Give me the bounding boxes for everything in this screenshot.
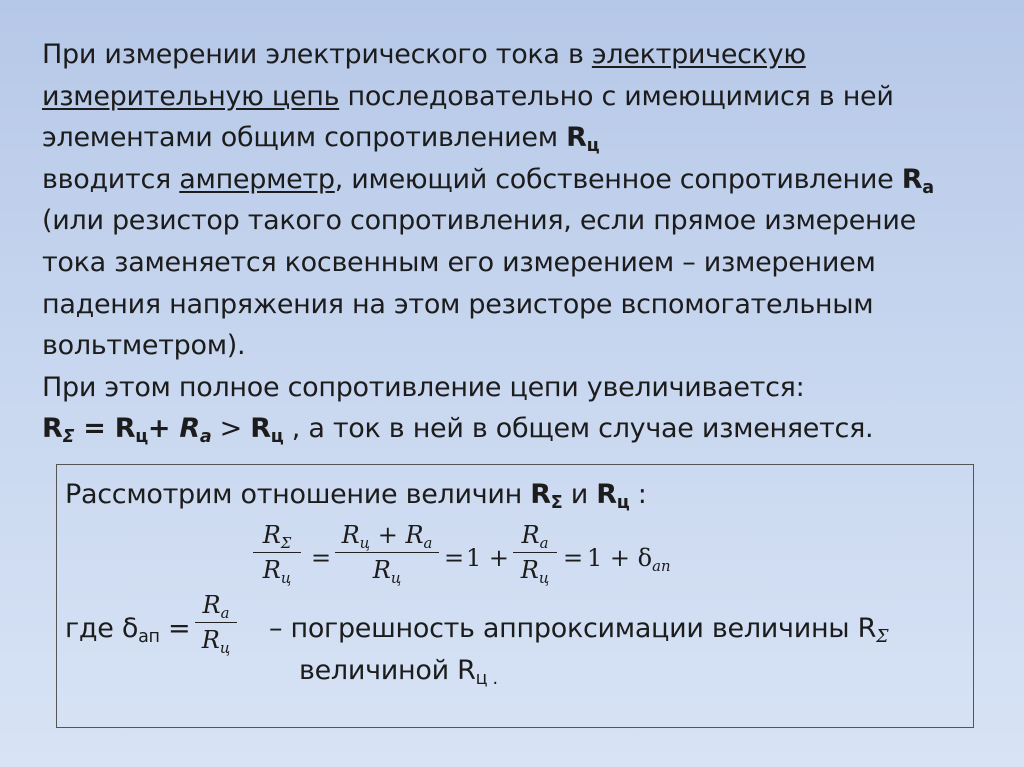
- resistance-equation: $R_\Sigma = R_ц+ R_a > R_ц$ , а ток в ней в общем случае изменяется.: [42, 413, 874, 448]
- intro-line-8: вольтметром).: [42, 330, 246, 362]
- fraction-rsum-rc: $R_\Sigma$ $R_ц$: [253, 521, 301, 584]
- equals-sign-3: =: [563, 544, 584, 572]
- intro-line-3: элементами общим сопротивлением $R_ц$: [42, 122, 600, 157]
- link-electric-circuit[interactable]: электрическую: [591, 39, 806, 70]
- intro-line-9: При этом полное сопротивление цепи увеличивается:: [42, 371, 805, 403]
- equals-sign-2: =: [444, 544, 465, 572]
- intro-line-7: падения напряжения на этом резисторе вспомогательным: [42, 288, 874, 320]
- approximation-error-text: – погрешность аппроксимации величины $R_\Sigma$: [269, 613, 889, 647]
- intro-line-6: тока заменяется косвенным его измерением – измерением: [42, 246, 876, 278]
- intro-line-2: измерительную цепь последовательно с имеющимися в ней: [42, 80, 894, 112]
- intro-line-5: (или резистор такого сопротивления, если прямое измерение: [42, 205, 916, 237]
- link-ammeter[interactable]: амперметр: [179, 163, 335, 195]
- approximation-error-text-cont: величиной $R_{ц .}$: [299, 655, 498, 689]
- fraction-sum-over-rc: $R_ц + R_a$ $R_ц$: [335, 521, 439, 584]
- fraction-ra-rc: $R_a$ $R_ц$: [513, 521, 557, 584]
- intro-paragraph: [42, 34, 1002, 450]
- intro-line-1: При измерении электрического тока в электрическую: [42, 39, 806, 70]
- fraction-delta-def: $R_a$ $R_ц$: [195, 591, 237, 654]
- consider-line: Рассмотрим отношение величин $R_\Sigma$ и $R_ц$ :: [65, 479, 647, 513]
- link-measuring-circuit[interactable]: измерительную цепь: [42, 80, 340, 112]
- where-label: где $\delta_{ап}$ =: [65, 613, 191, 647]
- one-plus-delta: $1 + \delta_{ап}$: [587, 544, 671, 575]
- equals-sign-1: =: [311, 544, 332, 572]
- ratio-box: [56, 464, 974, 728]
- one-plus: 1 +: [466, 544, 510, 572]
- intro-line-4: вводится амперметр, имеющий собственное сопротивление $R_a$: [42, 163, 934, 198]
